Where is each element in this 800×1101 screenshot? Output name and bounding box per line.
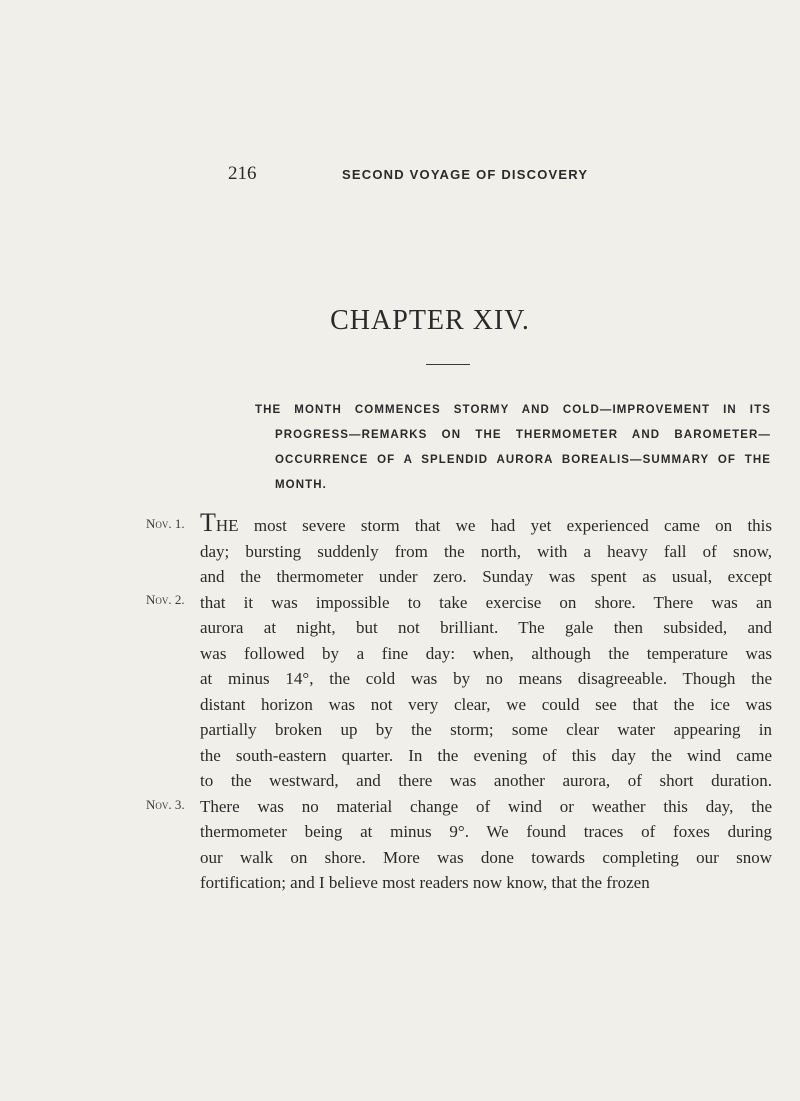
chapter-title: CHAPTER XIV.: [330, 305, 530, 336]
body-line: our walk on shore. More was done towards completing our snow: [200, 847, 772, 867]
body-line: day; bursting suddenly from the north, with a heavy fall of snow,: [200, 541, 772, 561]
body-line: that it was impossible to take exercise on shore. There was an: [200, 592, 772, 612]
chapter-summary: THE MONTH COMMENCES STORMY AND COLD—IMPROVEMENT IN ITS PROGRESS—REMARKS ON THE THERMOMETER AND BAROMETER—OCCURRENCE OF A SPLENDID AURORA BOREALIS—SUMMARY OF THE MONTH.: [255, 404, 771, 491]
margin-note-nov-2: Nov. 2.: [146, 592, 185, 607]
body-text: [200, 508, 772, 896]
running-title: SECOND VOYAGE OF DISCOVERY: [342, 167, 589, 182]
dropcap: T: [200, 508, 216, 537]
first-word-rest: HE: [215, 516, 239, 535]
body-line: aurora at night, but not brilliant. The gale then subsided, and: [200, 618, 772, 637]
body-line: the south-eastern quarter. In the evening of this day the wind came: [200, 745, 772, 765]
body-line: to the westward, and there was another aurora, of short duration.: [200, 771, 772, 790]
margin-note-nov-1: Nov. 1.: [146, 516, 185, 531]
body-line: THE most severe storm that we had yet experienced came on this: [200, 508, 772, 537]
margin-note-nov-3: Nov. 3.: [146, 797, 185, 812]
body-line: fortification; and I believe most readers now know, that the frozen: [200, 873, 650, 892]
body-line: partially broken up by the storm; some clear water appearing in: [200, 720, 772, 739]
title-rule: [426, 364, 470, 365]
body-line: and the thermometer under zero. Sunday was spent as usual, except: [200, 567, 772, 586]
page-number: 216: [228, 163, 257, 184]
body-line: was followed by a fine day: when, although the temperature was: [200, 643, 772, 663]
body-line: distant horizon was not very clear, we could see that the ice was: [200, 694, 772, 714]
body-line: thermometer being at minus 9°. We found traces of foxes during: [200, 822, 772, 841]
body-line: at minus 14°, the cold was by no means disagreeable. Though the: [200, 669, 772, 688]
body-line: There was no material change of wind or weather this day, the: [200, 796, 772, 816]
